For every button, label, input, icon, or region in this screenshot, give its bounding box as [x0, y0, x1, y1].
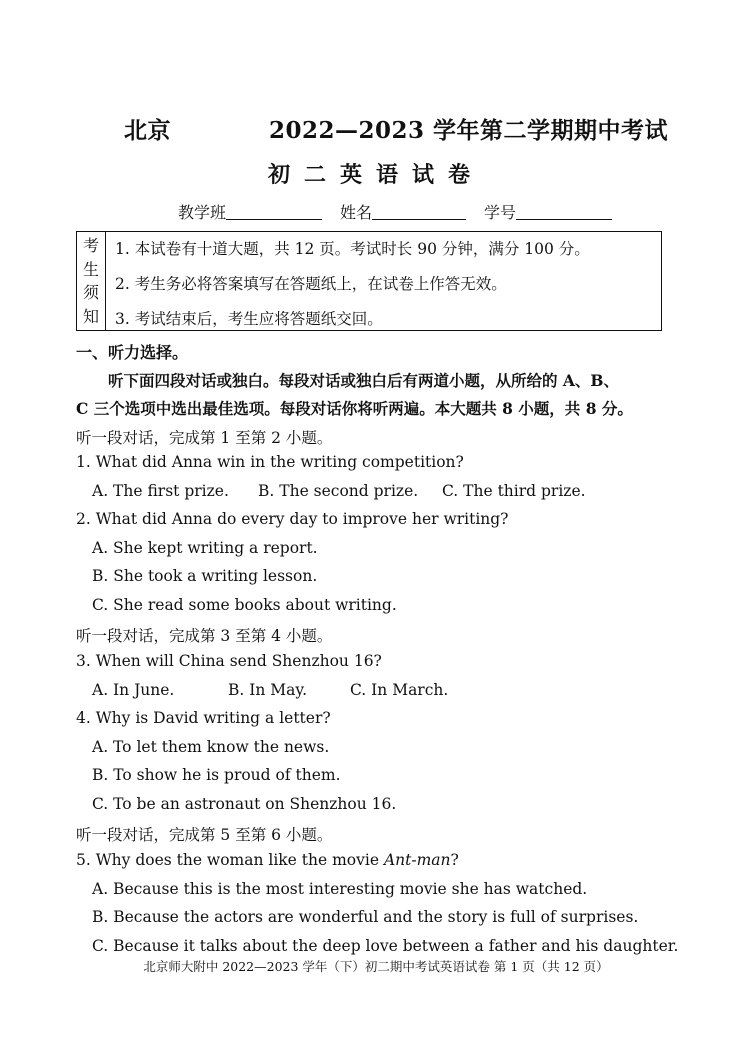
name-label: 姓名 — [340, 203, 373, 222]
group-intro: 听一段对话，完成第 3 至第 4 小题。 — [76, 627, 333, 645]
exam-title — [124, 112, 668, 145]
section-instruction: C 三个选项中选出最佳选项。每段对话你将听两遍。本大题共 8 小题，共 8 分。 — [76, 399, 633, 418]
option: B. The second prize. — [258, 482, 419, 500]
class-blank — [226, 203, 322, 220]
question-stem: 4. Why is David writing a letter? — [76, 709, 331, 727]
option: B. To show he is proud of them. — [92, 766, 341, 784]
option: B. In May. — [228, 681, 308, 699]
name-blank — [372, 203, 466, 220]
notice-box — [76, 231, 662, 331]
page-footer: 北京师大附中 2022—2023 学年（下）初二期中考试英语试卷 第 1 页（共 12 页） — [143, 959, 609, 974]
student-info — [178, 200, 630, 223]
section-title: 一、听力选择。 — [76, 343, 189, 362]
notice-rule: 1. 本试卷有十道大题，共 12 页。考试时长 90 分钟，满分 100 分。 — [115, 240, 590, 258]
notice-label-char: 考 — [82, 236, 99, 255]
option: C. She read some books about writing. — [92, 596, 397, 614]
notice-label-char: 知 — [82, 306, 99, 326]
section-instruction: 听下面四段对话或独白。每段对话或独白后有两道小题，从所给的 A、B、 — [108, 371, 620, 390]
movie-title: Ant-man — [383, 851, 451, 869]
option: B. Because the actors are wonderful and the story is full of surprises. — [92, 908, 639, 926]
group-intro: 听一段对话，完成第 5 至第 6 小题。 — [76, 826, 333, 844]
option: C. To be an astronaut on Shenzhou 16. — [92, 795, 397, 813]
option: A. In June. — [92, 681, 175, 699]
question-stem: 2. What did Anna do every day to improve her writing? — [76, 510, 509, 528]
question-stem: 1. What did Anna win in the writing competition? — [76, 453, 464, 471]
option: C. The third prize. — [442, 482, 586, 500]
notice-label — [77, 232, 106, 330]
exam-subtitle: 初二英语试卷 — [267, 162, 484, 188]
option: A. She kept writing a report. — [92, 539, 318, 557]
student-id-label: 学号 — [484, 203, 517, 222]
student-id-blank — [516, 203, 612, 220]
notice-label-char: 生 — [82, 259, 99, 279]
question-stem-text: 5. Why does the woman like the movie — [76, 851, 384, 869]
notice-rule: 2. 考生务必将答案填写在答题纸上，在试卷上作答无效。 — [115, 275, 507, 293]
question-stem — [76, 851, 459, 869]
notice-rule: 3. 考试结束后，考生应将答题纸交回。 — [115, 310, 383, 328]
group-intro: 听一段对话，完成第 1 至第 2 小题。 — [76, 429, 333, 447]
school-name: 北京 — [124, 117, 171, 144]
question-mark: ? — [450, 851, 459, 869]
option: B. She took a writing lesson. — [92, 567, 318, 585]
class-label: 教学班 — [178, 203, 227, 222]
option: C. In March. — [350, 681, 449, 699]
question-stem: 3. When will China send Shenzhou 16? — [76, 652, 382, 670]
option: C. Because it talks about the deep love between a father and his daughter. — [92, 937, 679, 955]
option: A. The first prize. — [92, 482, 229, 500]
option: A. To let them know the news. — [92, 738, 330, 756]
option: A. Because this is the most interesting movie she has watched. — [92, 880, 588, 898]
exam-term: 2022—2023 学年第二学期期中考试 — [269, 117, 669, 144]
notice-label-char: 须 — [82, 283, 99, 302]
